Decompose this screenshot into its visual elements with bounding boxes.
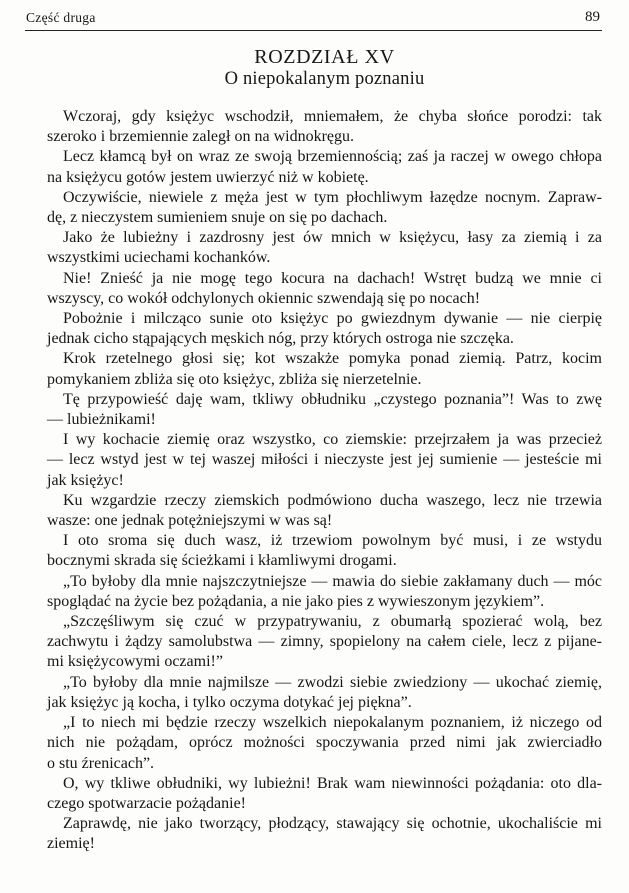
text-line: bocznymi skrada się ścieżkami i kłamliwymi drogami. xyxy=(47,552,397,570)
paragraph xyxy=(47,349,602,389)
paragraph xyxy=(47,531,602,571)
paragraph xyxy=(47,228,602,268)
paragraph xyxy=(47,188,602,228)
paragraph xyxy=(47,713,602,774)
text-line: I wy kochacie ziemię oraz wszystko, co ziemskie: przejrzałem ja was przecież xyxy=(63,431,602,449)
page-number: 89 xyxy=(585,9,600,25)
paragraph xyxy=(47,390,602,430)
text-line: o stu źrenicach”. xyxy=(47,754,155,772)
text-line: wszyscy, co wokół odchylonych okiennic szwendają się po nocach! xyxy=(47,289,481,307)
text-line: wasze: one jednak potężniejszymi w was są! xyxy=(47,512,333,530)
paragraph xyxy=(47,269,602,309)
text-line: jak księżyc! xyxy=(47,471,124,489)
text-line: mi księżycowymi oczami!” xyxy=(47,653,223,671)
paragraph xyxy=(47,572,602,612)
paragraph xyxy=(47,147,602,187)
text-line: jak księżyc ją kocha, i tylko oczyma dotykać jej piękna”. xyxy=(47,693,412,711)
chapter-title: ROZDZIAŁ XV xyxy=(254,46,395,68)
text-line: I oto sroma się duch wasz, iż trzewiom powolnym być musi, i ze wstydu xyxy=(63,532,602,550)
text-line: spoglądać na życie bez pożądania, a nie jako pies z wywieszonym językiem”. xyxy=(47,592,545,610)
text-line: czego spotwarzacie pożądanie! xyxy=(47,794,246,812)
chapter-subtitle: O niepokalanym poznaniu xyxy=(224,69,425,89)
paragraph xyxy=(47,673,602,713)
text-line: „To byłoby dla mnie najmilsze — zwodzi siebie zwiedziony — ukochać ziemię, xyxy=(63,673,602,691)
text-line: zachwytu i żądzy samolubstwa — zimny, spopielony na całem ciele, lecz z pijane- xyxy=(47,633,602,651)
text-line: szeroko i brzemiennie zaległ on na widnokręgu. xyxy=(47,128,354,146)
text-line: „Szczęśliwym się czuć w przypatrywaniu, z obumarłą spozierać wolą, bez xyxy=(63,613,602,631)
text-line: pomykaniem zbliża się oto księżyc, zbliża się nierzetelnie. xyxy=(47,370,422,388)
paragraph xyxy=(47,612,602,673)
chapter-text xyxy=(47,107,602,855)
paragraph xyxy=(47,774,602,814)
text-line: nich nie pożądam, oprócz możności spoczywania przed nimi jak zwierciadło xyxy=(47,734,602,752)
text-line: Tę przypowieść daję wam, tkliwy obłudniku „czystego poznania”! Was to zwę xyxy=(63,390,602,408)
text-line: Zaprawdę, nie jako tworzący, płodzący, stawający się ochotnie, ukochaliście mi xyxy=(63,815,602,833)
text-line: jednak cicho stąpających męskich nóg, przy których ostroga nie szczęka. xyxy=(47,330,514,348)
text-line: Ku wzgardzie rzeczy ziemskich podmówiono ducha waszego, lecz nie trzewia xyxy=(63,491,602,509)
text-line: Pobożnie i milcząco sunie oto księżyc po gwiezdnym dywanie — nie cierpię xyxy=(63,310,602,328)
section-name: Część druga xyxy=(26,10,96,25)
text-line: Oczywiście, niewiele z męża jest w tym płochliwym łazędze nocnym. Zapraw- xyxy=(63,188,602,206)
text-line: — lecz wstyd jest w tej waszej miłości i nieczyste jest jej sumienie — jesteście mi xyxy=(47,451,602,469)
text-line: Krok rzetelnego głosi się; kot wszakże pomyka ponad ziemią. Patrz, kocim xyxy=(63,350,602,368)
paragraph xyxy=(47,309,602,349)
paragraph xyxy=(47,430,602,491)
text-line: O, wy tkliwe obłudniki, wy lubieżni! Brak wam niewinności pożądania: oto dla- xyxy=(63,774,602,792)
text-line: Lecz kłamcą był on wraz ze swoją brzemiennością; zaś ja raczej w owego chłopa xyxy=(63,148,602,166)
paragraph xyxy=(47,491,602,531)
text-line: — lubieżnikami! xyxy=(47,411,156,429)
running-head xyxy=(26,9,602,29)
header-rule xyxy=(25,30,602,31)
text-line: „I to niech mi będzie rzeczy wszelkich niepokalanym poznaniem, iż niczego od xyxy=(63,714,602,732)
text-line: dę, z nieczystem sumieniem snuje on się po dachach. xyxy=(47,209,388,227)
text-line: Jako że lubieżny i zazdrosny jest ów mnich w księżycu, łasy za ziemią i za xyxy=(63,229,602,247)
paragraph xyxy=(47,814,602,854)
text-line: na księżycu gotów jestem uwierzyć niż w kobietę. xyxy=(47,168,369,186)
text-line: ziemię! xyxy=(47,835,95,853)
text-line: wszystkimi uciechami kochanków. xyxy=(47,249,271,267)
text-line: „To byłoby dla mnie najszczytniejsze — mawia do siebie zakłamany duch — móc xyxy=(63,572,602,590)
paragraph xyxy=(47,107,602,147)
text-line: Wczoraj, gdy księżyc wschodził, mniemałem, że chyba słońce porodzi: tak xyxy=(63,108,602,125)
text-line: Nie! Znieść ja nie mogę tego kocura na dachach! Wstręt budzą we mnie ci xyxy=(63,269,602,287)
